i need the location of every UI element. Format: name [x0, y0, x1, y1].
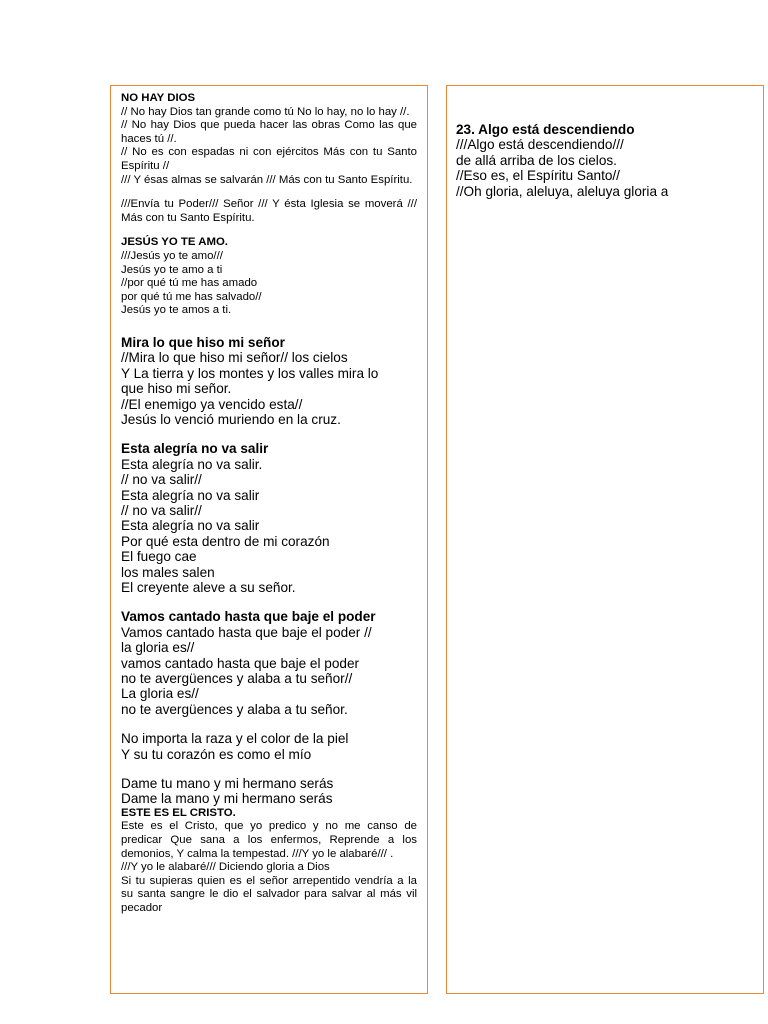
- song-line: //Oh gloria, aleluya, aleluya gloria a: [456, 183, 669, 199]
- song-title: JESÚS YO TE AMO.: [121, 236, 228, 249]
- song-line: no te avergüences y alaba a tu señor//: [121, 671, 353, 687]
- song-algo-esta-descendiendo: [456, 122, 753, 199]
- song-line: El fuego cae: [121, 549, 197, 565]
- song-mira-lo-que-hiso: [121, 335, 417, 427]
- song-verse: Este es el Cristo, que yo predico y no me canso de predicar Que sana a los enfermos, Reprende a los demonios, Y calma la tempestad. ///Y yo le alabaré/// .: [121, 820, 417, 860]
- song-line: Esta alegría no va salir: [121, 487, 260, 503]
- song-line: Por qué esta dentro de mi corazón: [121, 533, 330, 549]
- song-line: //Eso es, el Espíritu Santo//: [456, 168, 620, 184]
- song-line: // no va salir//: [121, 502, 202, 518]
- song-line: No importa la raza y el color de la piel: [121, 731, 349, 747]
- song-verse: Si tu supieras quien es el señor arrepentido vendría a la su santa sangre le dio el salvador para salvar al más vil pecador: [121, 874, 417, 915]
- song-verse: ///Y yo le alabaré/// Diciendo gloria a Dios: [121, 861, 330, 874]
- song-verse: // No hay Dios tan grande como tú No lo hay, no lo hay //.: [121, 105, 410, 118]
- song-line: //Mira lo que hiso mi señor// los cielos: [121, 350, 348, 366]
- song-line: Jesús lo venció muriendo en la cruz.: [121, 411, 341, 427]
- song-line: ///Algo está descendiendo///: [456, 137, 624, 153]
- song-line: por qué tú me has salvado//: [121, 290, 262, 303]
- song-no-hay-dios: [121, 92, 417, 225]
- song-title: NO HAY DIOS: [121, 92, 196, 104]
- song-esta-alegria: [121, 441, 417, 595]
- song-line: La gloria es//: [121, 686, 199, 702]
- song-line: Esta alegría no va salir: [121, 518, 260, 534]
- song-title: ESTE ES EL CRISTO.: [121, 806, 236, 819]
- song-verse: /// Y ésas almas se salvarán /// Más con tu Santo Espíritu.: [121, 173, 413, 186]
- song-line: Jesús yo te amos a ti.: [121, 304, 232, 317]
- song-title: Esta alegría no va salir: [121, 441, 269, 457]
- song-line: Vamos cantado hasta que baje el poder //: [121, 624, 372, 640]
- song-line: //por qué tú me has amado: [121, 277, 258, 290]
- song-line: Jesús yo te amo a ti: [121, 263, 223, 276]
- song-verse: ///Envía tu Poder/// Señor /// Y ésta Iglesia se moverá /// Más con tu Santo Espíritu.: [121, 198, 417, 224]
- song-line: la gloria es//: [121, 640, 195, 656]
- song-title: 23. Algo está descendiendo: [456, 122, 635, 137]
- song-verse: // No es con espadas ni con ejércitos Más con tu Santo Espíritu //: [121, 146, 417, 172]
- song-jesus-yo-te-amo: [121, 236, 417, 318]
- right-column: [446, 85, 764, 994]
- song-line: que hiso mi señor.: [121, 381, 232, 397]
- song-este-es-el-cristo: [121, 807, 417, 916]
- left-column: [110, 85, 428, 994]
- song-line: El creyente aleve a su señor.: [121, 580, 296, 595]
- song-line: // no va salir//: [121, 472, 202, 488]
- song-title: Mira lo que hiso mi señor: [121, 334, 285, 350]
- song-line: Y La tierra y los montes y los valles mira lo: [121, 365, 379, 381]
- song-title: Vamos cantado hasta que baje el poder: [121, 609, 376, 625]
- song-verse: // No hay Dios que pueda hacer las obras Como las que haces tú //.: [121, 119, 417, 145]
- song-line: Y su tu corazón es como el mío: [121, 746, 312, 762]
- song-line: de allá arriba de los cielos.: [456, 152, 617, 168]
- song-line: Dame tu mano y mi hermano serás: [121, 776, 334, 792]
- song-line: vamos cantado hasta que baje el poder: [121, 655, 360, 671]
- song-line: Esta alegría no va salir.: [121, 456, 263, 472]
- song-line: no te avergüences y alaba a tu señor.: [121, 701, 348, 717]
- song-vamos-cantado: [121, 609, 417, 806]
- song-line: //El enemigo ya vencido esta//: [121, 396, 303, 412]
- song-line: los males salen: [121, 564, 215, 580]
- song-line: Dame la mano y mi hermano serás: [121, 791, 333, 807]
- song-line: ///Jesús yo te amo///: [121, 249, 223, 262]
